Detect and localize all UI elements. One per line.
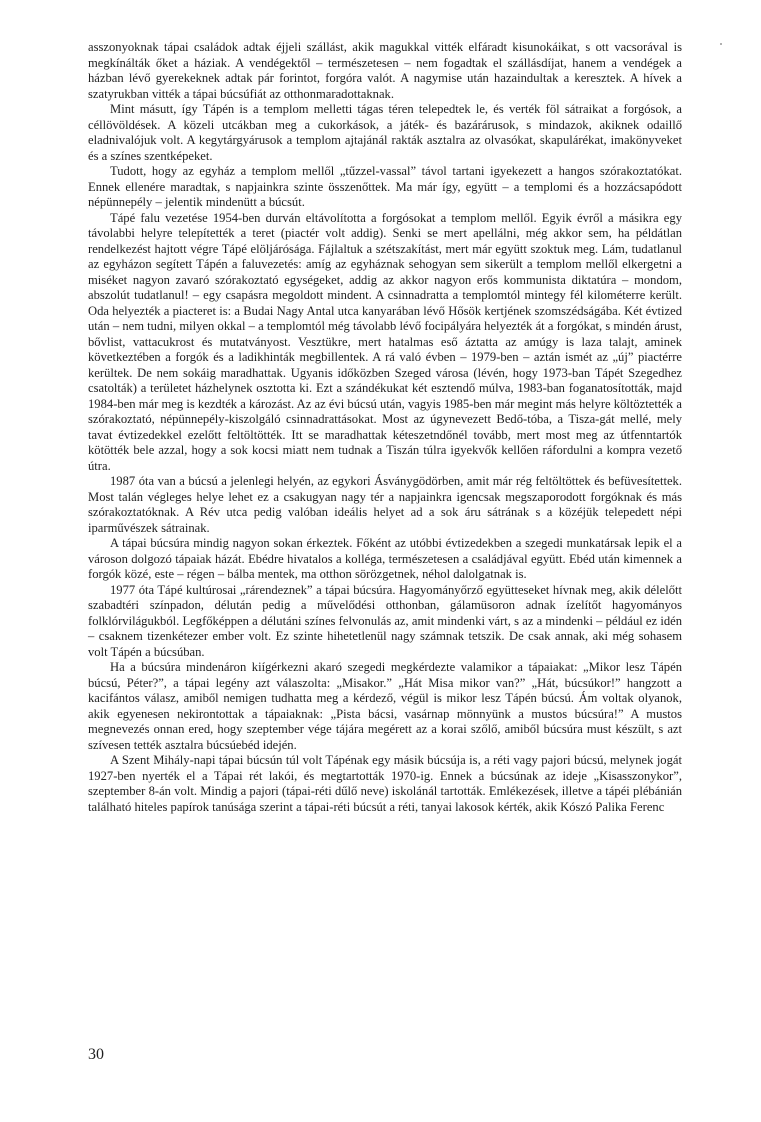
paragraph: A Szent Mihály-napi tápai búcsún túl volt Tápénak egy másik búcsúja is, a réti vagy pajori búcsú, melynek jogát 1927-ben nyerték el a Tápai rét lakói, és megtartották 1970-ig. Ennek a búcsúnak az ideje „Kisasszonykor”, szeptember 8-án volt. Mindig a pajori (tápai-réti dűlő neve) iskolánál tartották. Emlékezések, illetve a tápéi plébánián található hiteles papírok tanúsága szerint a tápai-réti búcsút a réti, tanyai lakosok kérték, akik Kószó Palika Ferenc (88, 753, 682, 814)
paragraph: Tudott, hogy az egyház a templom mellől „tűzzel-vassal” távol tartani igyekezett a hangos szórakoztatókat. Ennek ellenére maradtak, s napjainkra szinte összenőttek. Ma már így, együtt – a templomi és a hozzácsapódott népünnepély – jelentik mindenütt a búcsút. (88, 164, 682, 209)
paragraph: 1987 óta van a búcsú a jelenlegi helyén, az egykori Ásványgödörben, amit már rég feltöltöttek és befüvesítettek. Most talán végleges helye lehet ez a csakugyan nagy tér a napjainkra igencsak megszaporodott forgóknak és más szórakoztatóknak. A Rév utca pedig valóban ideális helyet ad a sok áru sátrának s a közéjük telepedett népi iparművészek sátrainak. (88, 474, 682, 535)
page-number: 30 (88, 1046, 104, 1063)
paragraph: Mint másutt, így Tápén is a templom melletti tágas téren telepedtek le, és verték föl sátraikat a forgósok, a céllövöldések. A közeli utcákban meg a cukorkások, a játék- és bazárárusok, s mindazok, akiknek odaillő eladnivalójuk volt. A kegytárgyárusok a templom ajtajánál rakták asztalra az olvasókat, skapulárékat, imakönyveket és a színes szentképeket. (88, 102, 682, 163)
scan-dot (720, 43, 722, 45)
paragraph: Ha a búcsúra mindenáron kiígérkezni akaró szegedi megkérdezte valamikor a tápaiakat: „Mikor lesz Tápén búcsú, Péter?”, a tápai legény azt válaszolta: „Misakor.” „Hát Misa mikor van?” „Hát, búcsúkor!” hangzott a kacifántos válasz, amiből nemigen tudhatta meg a kérdező, végül is mikor lesz Tápén búcsú. Ám voltak olyanok, akik egyenesen nekirontottak a tápaiaknak: „Pista bácsi, vasárnap mönnyünk a mustos búcsúra!” A mustos megnevezés onnan ered, hogy szeptember vége tájára megérett az a korai szőlő, amiből búcsúra must készült, s azt szívesen tették asztalra búcsúebéd idején. (88, 660, 682, 752)
paragraph: asszonyoknak tápai családok adtak éjjeli szállást, akik magukkal vitték elfáradt kisunokáikat, s ott vacsorával is megkínálták őket a háziak. A vendégektől – természetesen – nem fogadtak el szállásdíjat, hanem a vendégek a házban lévő gyerekeknek adtak pár forintot, forgóra valót. A nagymise után hazaindultak a keresztek. A hívek a szatyrukban vitték a tápai búcsúfiát az otthonmaradottaknak. (88, 40, 682, 101)
paragraph: Tápé falu vezetése 1954-ben durván eltávolította a forgósokat a templom mellől. Egyik évről a másikra egy távolabbi helyre telepítették a teret (piactér volt addig). Senki se mert apellálni, még akkor sem, ha példátlan rendelkezést hajtott végre Tápé elöljárósága. Fájlaltuk a szétszakítást, mert már együtt szoktuk meg. Lám, tudatlanul az egyházon segített Tápén a faluvezetés: amíg az egyháznak sehogyan sem sikerült a templom mellől elkergetni a miséket nagyon zavaró szórakoztató egységeket, addig az akkor nagyon erős kommunista diktatúra – mondom, abszolút tudatlanul! – egy csapásra megoldott mindent. A csinnadratta a templomtól mintegy fél kilométerre került. Oda helyezték a piacteret is: a Budai Nagy Antal utca kanyarában lévő Hősök kertjének szomszédságába. Két évtized után – nem tudni, milyen okkal – a templomtól még távolabb lévő focipályára helyezték át a forgókat, s mindén árust, bővlist, vattacukrost és mutatványost. Vesztükre, mert hatalmas eső áztatta az amúgy is laza talajt, aminek következtében a forgók és a ladikhinták megbillentek. A rá való évben – 1979-ben – aztán ismét az „új” piactérre kerültek. De nem sokáig maradhattak. Ugyanis időközben Szeged városa (lévén, hogy 1973-ban Tápét Szegedhez csatolták) a területet házhelynek osztotta ki. Ezt a szándékukat két esztendő múlva, 1983-ban foganatosították, majd 1984-ben már meg is kezdték a kározást. Az az évi búcsú után, vagyis 1985-ben már megint más helyre költöztették a szórakoztató, népünnepély-kiszolgáló csinnadrattásokat. Most az úgynevezett Bedő-tóba, a Tisza-gát mellé, mely tavat évtizedekkel ezelőtt feltöltötték. Itt se maradhattak kéteszetndőnél tovább, mert most meg az útfenntartók kötötték bele azzal, hogy a sok kocsi miatt nem tudnak a Tiszán túlra igyekvők kellően ráfordulni a kompra vezető útra. (88, 210, 682, 473)
paragraph: 1977 óta Tápé kultúrosai „rárendeznek” a tápai búcsúra. Hagyományőrző együtteseket hívnak meg, akik délelőtt szabadtéri színpadon, délután pedig a művelődési otthonban, gálamüsoron adnak ízelítőt hagyományos folklórvilágukból. Legfőképpen a délutáni színes felvonulás az, amit mindenki várt, s az a mindenki – például ez idén – csaknem tizenkétezer ember volt. Ez szinte hihetetlenül nagy számnak tetszik. De csak annak, aki még sohasem volt Tápén a búcsúban. (88, 582, 682, 659)
body-text (88, 40, 682, 815)
paragraph: A tápai búcsúra mindig nagyon sokan érkeztek. Főként az utóbbi évtizedekben a szegedi munkatársak lepik el a városon dolgozó tápaiak házát. Ebédre hivatalos a kollégа, természetesen a családjával együtt. Ebéd után kimennek a forgók közé, este – régen – bálba mentek, ma otthon sörözgetnek, néhol dalolgatnak is. (88, 536, 682, 581)
